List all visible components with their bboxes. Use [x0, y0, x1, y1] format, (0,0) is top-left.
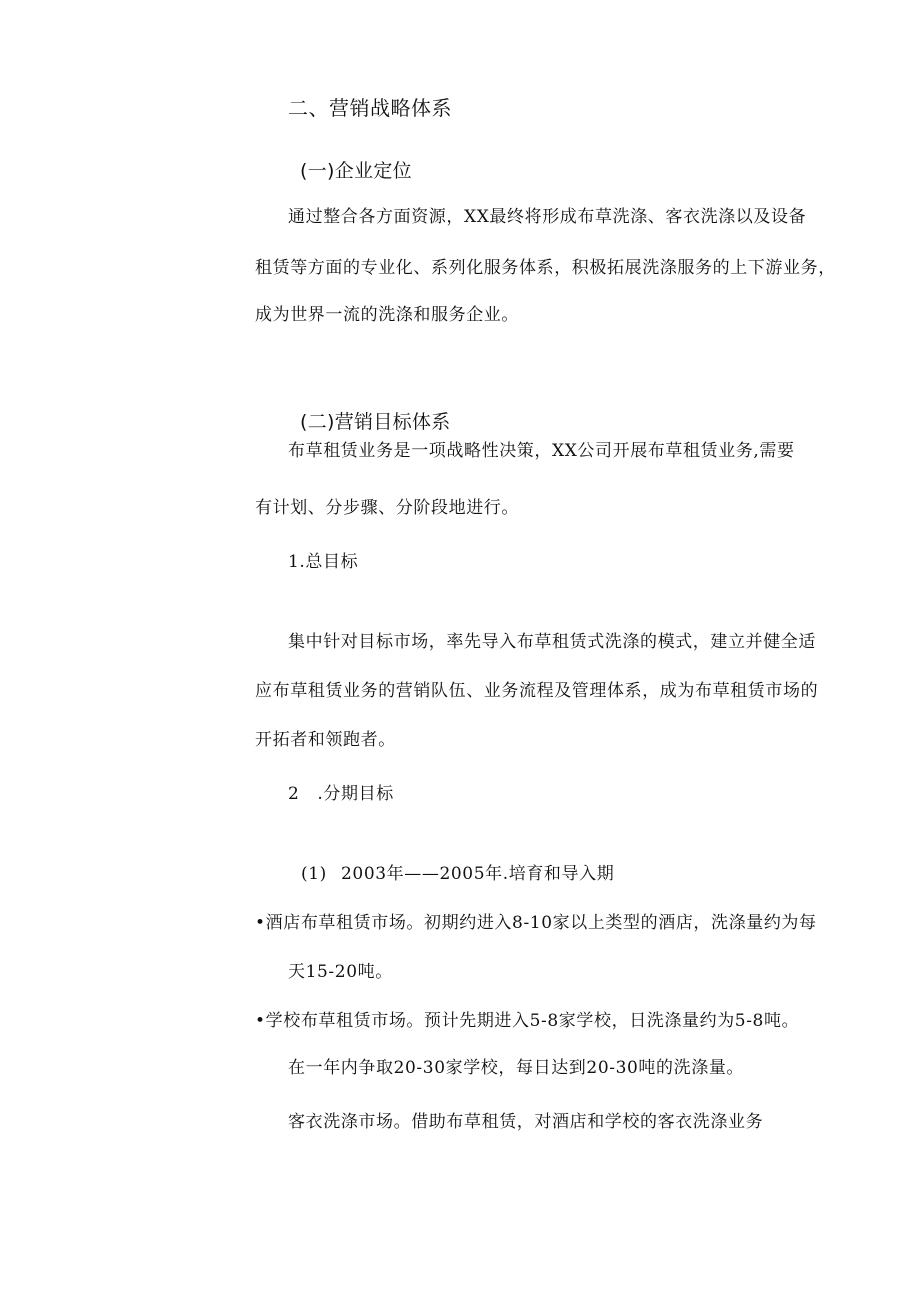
paragraph-line: 通过整合各方面资源，XX最终将形成布草洗涤、客衣洗涤以及设备: [288, 207, 807, 227]
section-title-targets: (二)营销目标体系: [300, 411, 451, 433]
paragraph-line: 布草租赁业务是一项战略性决策，XX公司开展布草租赁业务,需要: [288, 441, 795, 461]
bullet-item-continuation: 天15-20吨。: [288, 962, 393, 982]
paragraph-line: 在一年内争取20-30家学校，每日达到20-30吨的洗涤量。: [288, 1058, 745, 1078]
subsection-title-phase-goals: 2 .分期目标: [288, 784, 394, 804]
bullet-item-hotel: •酒店布草租赁市场。初期约进入8-10家以上类型的酒店，洗涤量约为每: [255, 913, 817, 933]
bullet-item-school: •学校布草租赁市场。预计先期进入5-8家学校，日洗涤量约为5-8吨。: [255, 1011, 800, 1031]
paragraph-line: 客衣洗涤市场。借助布草租赁，对酒店和学校的客衣洗涤业务: [288, 1112, 764, 1132]
phase-title: 2003年——2005年.培育和导入期: [341, 864, 615, 884]
paragraph-line: 成为世界一流的洗涤和服务企业。: [255, 305, 519, 325]
paragraph-line: 租赁等方面的专业化、系列化服务体系，积极拓展洗涤服务的上下游业务，: [255, 258, 836, 278]
paragraph-line: 集中针对目标市场，率先导入布草租赁式洗涤的模式，建立并健全适: [288, 632, 816, 652]
section-title-positioning: (一)企业定位: [300, 160, 412, 182]
heading-main: 二、营销战略体系: [288, 96, 452, 120]
paragraph-line: 应布草租赁业务的营销队伍、业务流程及管理体系，成为布草租赁市场的: [255, 681, 819, 701]
paragraph-line: 开拓者和领跑者。: [255, 730, 396, 750]
paragraph-line: 有计划、分步骤、分阶段地进行。: [255, 498, 519, 518]
phase-number: (1): [301, 864, 327, 884]
subsection-title-overall-goal: 1.总目标: [288, 552, 359, 572]
